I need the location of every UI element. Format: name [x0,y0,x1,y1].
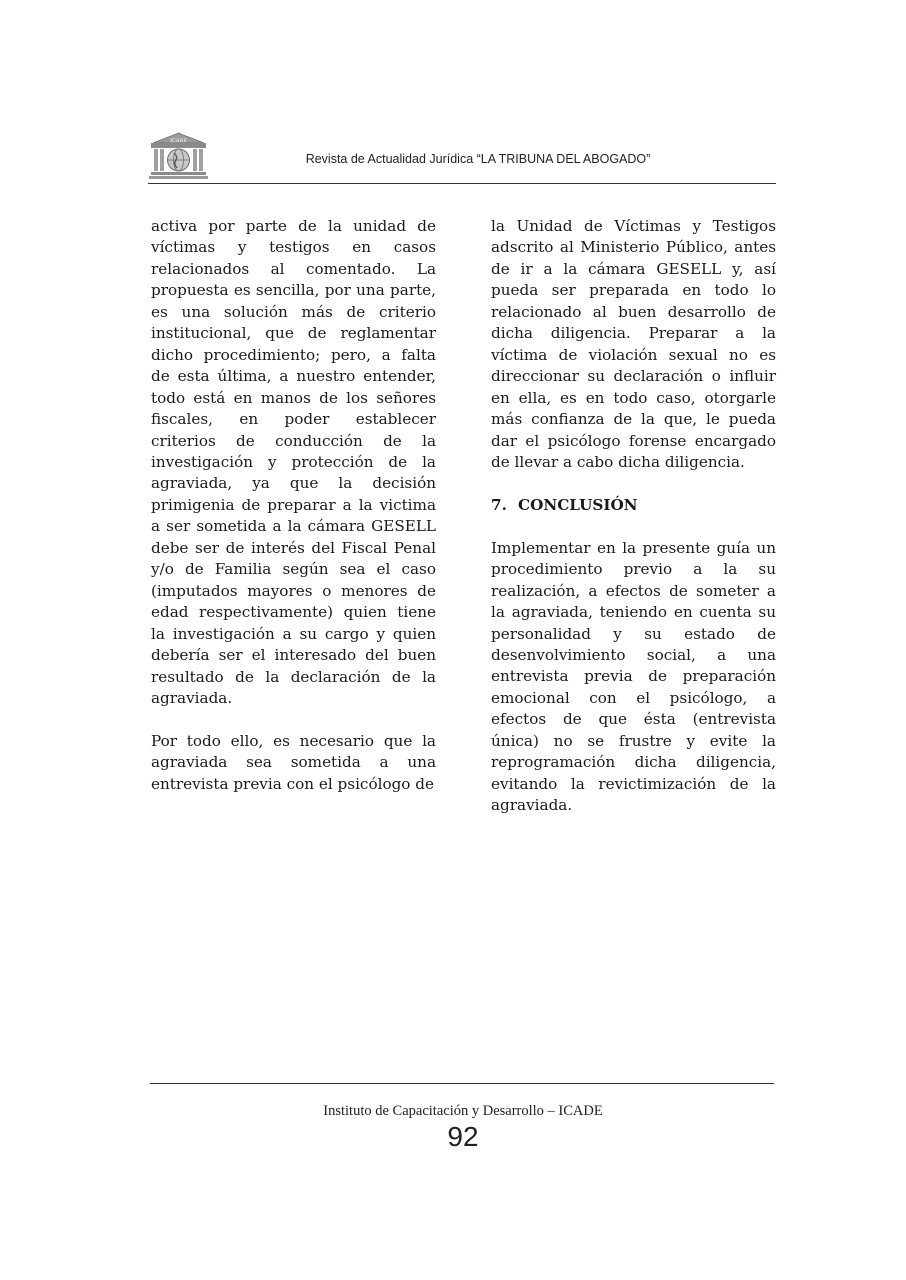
temple-globe-icon [147,131,210,181]
icade-logo [147,131,210,181]
body-paragraph: activa por parte de la unidad de víctimas y testigos en casos relacionados al comentado. La propuesta es sencilla, por una parte, es una solución más de criterio institucional, que de reglamentar dicho procedimiento; pero, a falta de esta última, a nuestro entender, todo está en manos de los señores fiscales, en poder establecer criterios de conducción de la investigación y protección de la agraviada, ya que la decisión primigenia de preparar a la victima a ser sometida a la cámara GESELL debe ser de interés del Fiscal Penal y/o de Familia según sea el caso (imputados mayores o menores de edad respectivamente) quien tiene la investigación a su cargo y quien debería ser el interesado del buen resultado de la declaración de la agraviada. [151,217,436,707]
section-heading [491,495,776,516]
body-paragraph: Por todo ello, es necesario que la agraviada sea sometida a una entrevista previa con el psicólogo de [151,731,436,793]
footer-institute: Instituto de Capacitación y Desarrollo – ICADE [323,1103,603,1119]
left-column [151,216,436,817]
logo-text: ICADE [169,138,188,144]
header-divider [148,183,776,184]
body-paragraph: la Unidad de Víctimas y Testigos adscrito al Ministerio Público, antes de ir a la cámara GESELL y, así pueda ser preparada en todo lo relacionado al buen desarrollo de dicha diligencia. Preparar a la víctima de violación sexual no es direccionar su declaración o influir en ella, es en todo caso, otorgarle más confianza de la que, le pueda dar el psicólogo forense encargado de llevar a cabo dicha diligencia. [491,217,776,471]
journal-title: Revista de Actualidad Jurídica “LA TRIBUNA DEL ABOGADO” [305,152,651,166]
right-column [491,216,776,838]
section-title: CONCLUSIÓN [518,495,638,514]
page-number: 92 [447,1121,479,1152]
section-number: 7. [491,495,507,514]
body-paragraph: Implementar en la presente guía un procedimiento previo a la su realización, a efectos de someter a la agraviada, teniendo en cuenta su personalidad y su estado de desenvolvimiento social, a una entrevista previa de preparación emocional con el psicólogo, a efectos de que ésta (entrevista única) no se frustre y evite la reprogramación dicha diligencia, evitando la revictimización de la agraviada. [491,538,776,815]
footer-divider [150,1083,774,1084]
